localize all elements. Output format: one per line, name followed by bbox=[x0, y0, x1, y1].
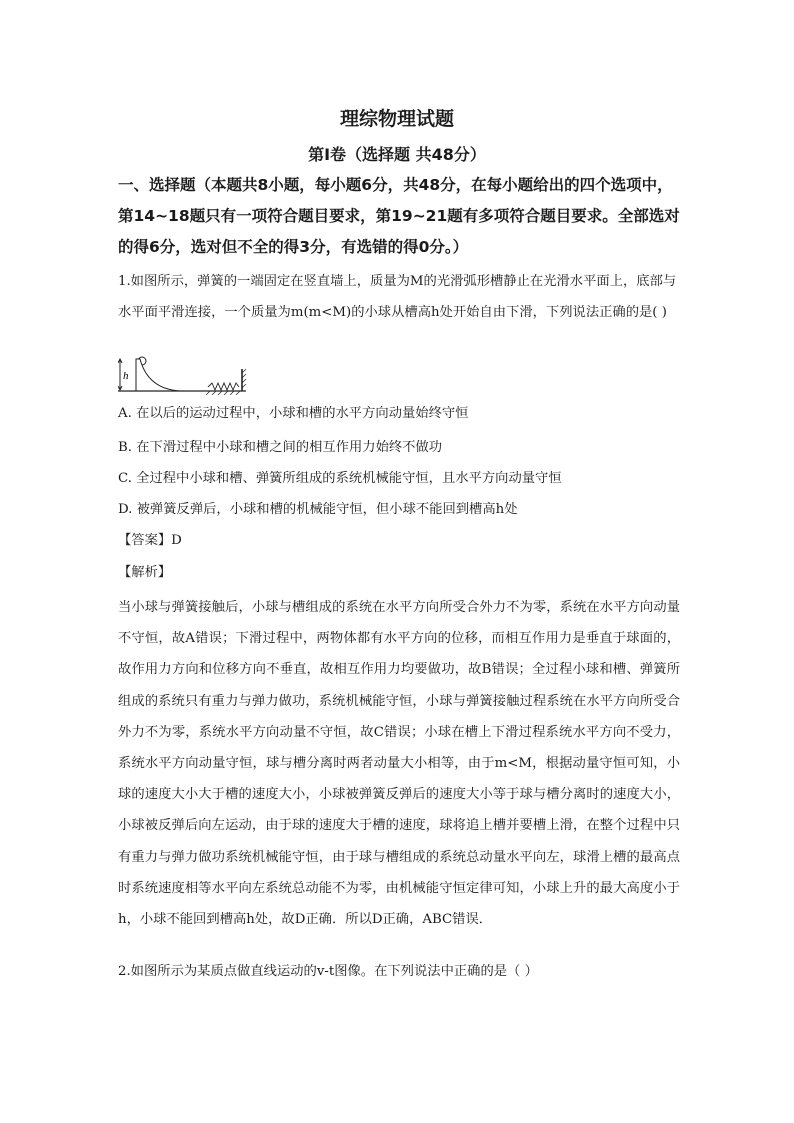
page-title: 理综物理试题 bbox=[339, 108, 454, 130]
part-heading: 第I卷（选择题 共48分） bbox=[308, 145, 486, 164]
trough-spring-figure bbox=[118, 355, 248, 395]
option-c[interactable]: C. 全过程中小球和槽、弹簧所组成的系统机械能守恒，且水平方向动量守恒 bbox=[118, 471, 562, 486]
height-label: h bbox=[123, 370, 129, 382]
question-1-stem: 1.如图所示，弹簧的一端固定在竖直墙上，质量为M的光滑弧形槽静止在光滑水平面上，底部与水平面平滑连接，一个质量为m(m<M)的小球从槽高h处开始自由下滑，下列说法正确的是( ) bbox=[118, 274, 677, 321]
answer-label: 【答案】D bbox=[118, 533, 182, 548]
analysis-text: 当小球与弹簧接触后，小球与槽组成的系统在水平方向所受合外力不为零，系统在水平方向动量不守恒，故A错误；下滑过程中，两物体都有水平方向的位移，而相互作用力是垂直于球面的，故作用力方向和位移方向不垂直，故相互作用力均要做功，故B错误；全过程小球和槽、弹簧所组成的系统只有重力与弹力做功，系统机械能守恒，小球与弹簧接触过程系统在水平方向所受合外力不为零，系统水平方向动量不守恒，故C错误；小球在槽上下滑过程系统水平方向不受力，系统水平方向动量守恒，球与槽分离时两者动量大小相等，由于m<M，根据动量守恒可知，小球的速度大小大于槽的速度大小，小球被弹簧反弹后的速度大小等于球与槽分离时的速度大小，小球被反弹后向左运动，由于球的速度大于槽的速度，球将追上槽并要槽上滑，在整个过程中只有重力与弹力做功系统机械能守恒，由于球与槽组成的系统总动量水平向左，球滑上槽的最高点时系统速度相等水平向左系统总动能不为零，由机械能守恒定律可知，小球上升的最大高度小于h，小球不能回到槽高h处，故D正确．所以D正确，ABC错误． bbox=[118, 600, 680, 928]
option-d[interactable]: D. 被弹簧反弹后，小球和槽的机械能守恒，但小球不能回到槽高h处 bbox=[118, 502, 518, 517]
analysis-heading: 【解析】 bbox=[118, 565, 172, 580]
spring-icon bbox=[208, 383, 239, 390]
option-a[interactable]: A. 在以后的运动过程中，小球和槽的水平方向动量始终守恒 bbox=[118, 406, 469, 421]
option-b[interactable]: B. 在下滑过程中小球和槽之间的相互作用力始终不做功 bbox=[118, 440, 443, 455]
question-2-stem: 2.如图所示为某质点做直线运动的v-t图像。在下列说法中正确的是（ ） bbox=[118, 964, 538, 979]
section-instructions: 一、选择题（本题共8小题，每小题6分，共48分，在每小题给出的四个选项中，第14~18题只有一项符合题目要求，第19~21题有多项符合题目要求。全部选对的得6分，选对但不全的得3分，有选错的得0分。） bbox=[118, 176, 680, 256]
